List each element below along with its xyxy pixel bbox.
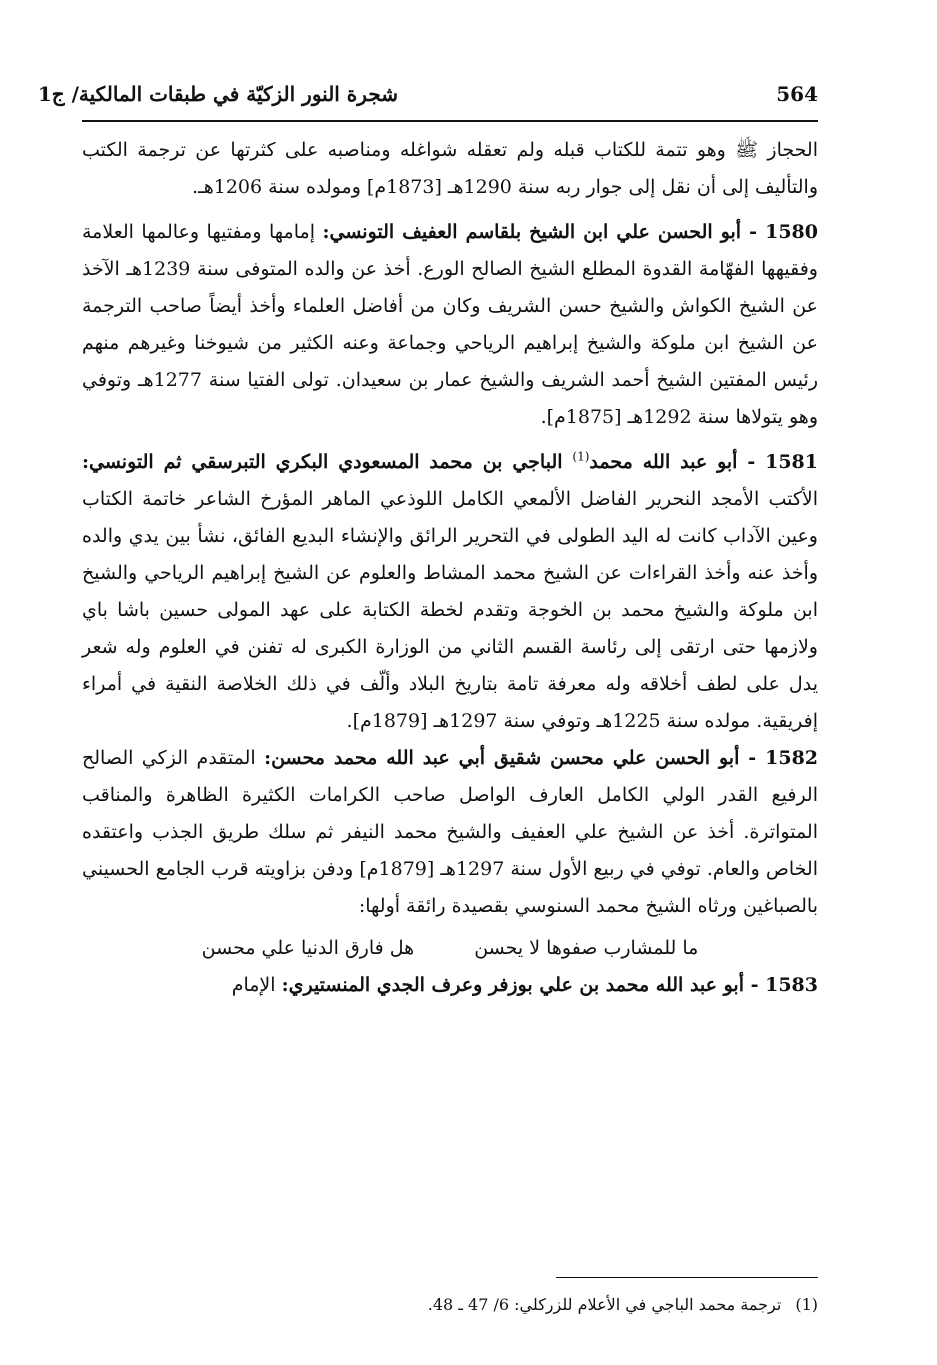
poem-verse xyxy=(82,931,818,965)
entry-1581-heading-start: 1581 - أبو عبد الله محمد xyxy=(589,451,818,473)
running-header xyxy=(37,82,818,116)
footnote-rule xyxy=(556,1277,818,1278)
entry-1582-text: المتقدم الزكي الصالح الرفيع القدر الولي الكامل العارف الواصل صاحب الكرامات الكثيرة الظاهرة والمناقب المتواترة. أخذ عن الشيخ علي العفيف والشيخ محمد النيفر ثم سلك طريق الجذب واعتقده الخاص والعام. توفي في ربيع الأول سنة 1297هـ [1879م] ودفن بزاويته قرب الجامع الحسيني بالصباغين ورثاه الشيخ محمد السنوسي بقصيدة رائقة أولها: xyxy=(82,747,818,917)
header-rule xyxy=(82,120,818,122)
entry-1580 xyxy=(82,214,818,436)
entry-1581 xyxy=(82,444,818,740)
header-title: شجرة النور الزكيّة في طبقات المالكية/ ج1 xyxy=(37,82,398,106)
entry-1583-heading: 1583 - أبو عبد الله محمد بن علي بوزفر وعرف الجدي المنستيري: xyxy=(281,974,818,996)
footnote-text: ترجمة محمد الباجي في الأعلام للزركلي: 6/ 47 ـ 48. xyxy=(427,1295,782,1314)
main-text xyxy=(82,132,818,1004)
entry-1581-text: الأكتب الأمجد النحرير الفاضل الألمعي الكامل اللوذعي الماهر المؤرخ الشاعر خاتمة الكتاب وعين الآداب كانت له اليد الطولى في التحرير الرائق والإنشاء البديع الفائق، نشأ بين يدي والده وأخذ عنه وأخذ القراءات عن الشيخ محمد المشاط والعلوم عن الشيخ إبراهيم الرياحي والشيخ ابن ملوكة والشيخ محمد بن الخوجة وتقدم لخطة الكتابة على عهد المولى حسين باشا باي ولازمها حتى ارتقى إلى رئاسة القسم الثاني من الوزارة الكبرى له تفنن في العلوم وله شعر يدل على لطف أخلاقه وله معرفة تامة بتاريخ البلاد وألّف في ذلك الخلاصة النقية في أمراء إفريقية. مولده سنة 1225هـ وتوفي سنة 1297هـ [1879م]. xyxy=(82,488,818,732)
entry-1582 xyxy=(82,740,818,925)
footnote-reference[interactable]: (1) xyxy=(572,449,590,464)
intro-text: الحجاز ﷺ وهو تتمة للكتاب قبله ولم تعقله شواغله ومناصبه على كثرتها عن ترجمة الكتب والتأليف إلى أن نقل إلى جوار ربه سنة 1290هـ [1873م] ومولده سنة 1206هـ. xyxy=(82,139,818,198)
verse-second-hemistich: هل فارق الدنيا علي محسن xyxy=(201,937,415,959)
entry-1583-text: الإمام xyxy=(231,974,282,996)
entry-1580-heading: 1580 - أبو الحسن علي ابن الشيخ بلقاسم العفيف التونسي: xyxy=(322,221,818,243)
entry-1582-heading: 1582 - أبو الحسن علي محسن شقيق أبي عبد الله محمد محسن: xyxy=(264,747,819,769)
entry-1581-heading-end: الباجي بن محمد المسعودي البكري التبرسقي ثم التونسي: xyxy=(82,451,573,473)
footnote xyxy=(428,1292,818,1318)
intro-paragraph xyxy=(82,132,818,206)
footnote-number: (1) xyxy=(795,1295,818,1314)
page-number: 564 xyxy=(776,82,818,106)
entry-1580-text: إمامها ومفتيها وعالمها العلامة وفقيهها الفهّامة القدوة المطلع الشيخ الصالح الورع. أخذ عن والده المتوفى سنة 1239هـ الآخذ عن الشيخ الكواش والشيخ حسن الشريف وكان من أفاضل العلماء وأخذ أيضاً صاحب الترجمة عن الشيخ ابن ملوكة والشيخ إبراهيم الرياحي وجماعة وعنه الكثير من شيوخنا وغيرهم منهم رئيس المفتين الشيخ أحمد الشريف والشيخ عمار بن سعيدان. تولى الفتيا سنة 1277هـ وتوفي وهو يتولاها سنة 1292هـ [1875م]. xyxy=(82,221,818,428)
entry-1583 xyxy=(82,967,818,1004)
verse-first-hemistich: ما للمشارب صفوها لا يحسن xyxy=(474,937,699,959)
